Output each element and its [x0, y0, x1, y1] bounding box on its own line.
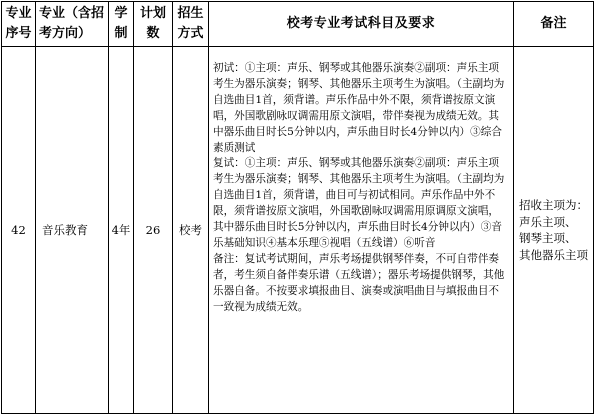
cell-major: 音乐教育 — [36, 47, 109, 414]
remarks-line: 钢琴主项、 — [519, 231, 577, 245]
header-major: 专业（含招考方向） — [36, 2, 109, 47]
header-quota: 计划数 — [134, 2, 173, 47]
header-duration: 学制 — [109, 2, 134, 47]
cell-requirements — [209, 47, 514, 414]
cell-mode: 校考 — [173, 47, 209, 414]
remarks-line: 声乐主项、 — [519, 214, 577, 229]
header-mode: 招生方式 — [173, 2, 209, 47]
header-seq: 专业序号 — [2, 2, 36, 47]
cell-duration: 4年 — [109, 47, 134, 414]
remarks-line: 其他器乐主项 — [519, 247, 588, 262]
retest-exam-text: 复试：①主项：声乐、钢琴或其他器乐演奏②副项：声乐主项考生为器乐演奏；钢琴、其他器乐主项考生为演唱。（主副均为自选曲目1首，须背谱，曲目可与初试相同。声乐作品中外不限，须背谱按原文演唱，外国歌剧咏叹调需用原调原文演唱，其中器乐曲目时长5分钟以内，声乐曲目时长4分钟以内）③音乐基础知识④基本乐理⑤视唱（五线谱）⑥听音 — [213, 157, 505, 249]
initial-exam-text: 初试：①主项：声乐、钢琴或其他器乐演奏②副项：声乐主项考生为器乐演奏；钢琴、其他器乐主项考生为演唱。（主副均为自选曲目1首，须背谱。声乐作品中外不限，须背谱按原文演唱，外国歌剧咏叹调需用原文演唱，带伴奏视为成绩无效。其中器乐曲目时长5分钟以内，声乐曲目时长4分钟以内）③综合素质测试 — [213, 62, 505, 154]
remarks-text — [519, 197, 588, 263]
cell-seq: 42 — [2, 47, 36, 414]
header-row — [2, 2, 594, 47]
header-remarks: 备注 — [514, 2, 594, 47]
remarks-line: 招收主项为： — [519, 198, 588, 212]
cell-quota: 26 — [134, 47, 173, 414]
table-row — [2, 47, 594, 414]
exam-note-text: 备注：复试考试期间，声乐考场提供钢琴伴奏，不可自带伴奏者，考生须自备伴奏乐谱（五线谱）；器乐考场提供钢琴，其他乐器自备。不按要求填报曲目、演奏或演唱曲目与填报曲目不一致视为成绩无效。 — [213, 252, 505, 313]
admission-table — [1, 1, 594, 414]
cell-remarks — [514, 47, 594, 414]
header-subjects: 校考专业考试科目及要求 — [209, 2, 514, 47]
